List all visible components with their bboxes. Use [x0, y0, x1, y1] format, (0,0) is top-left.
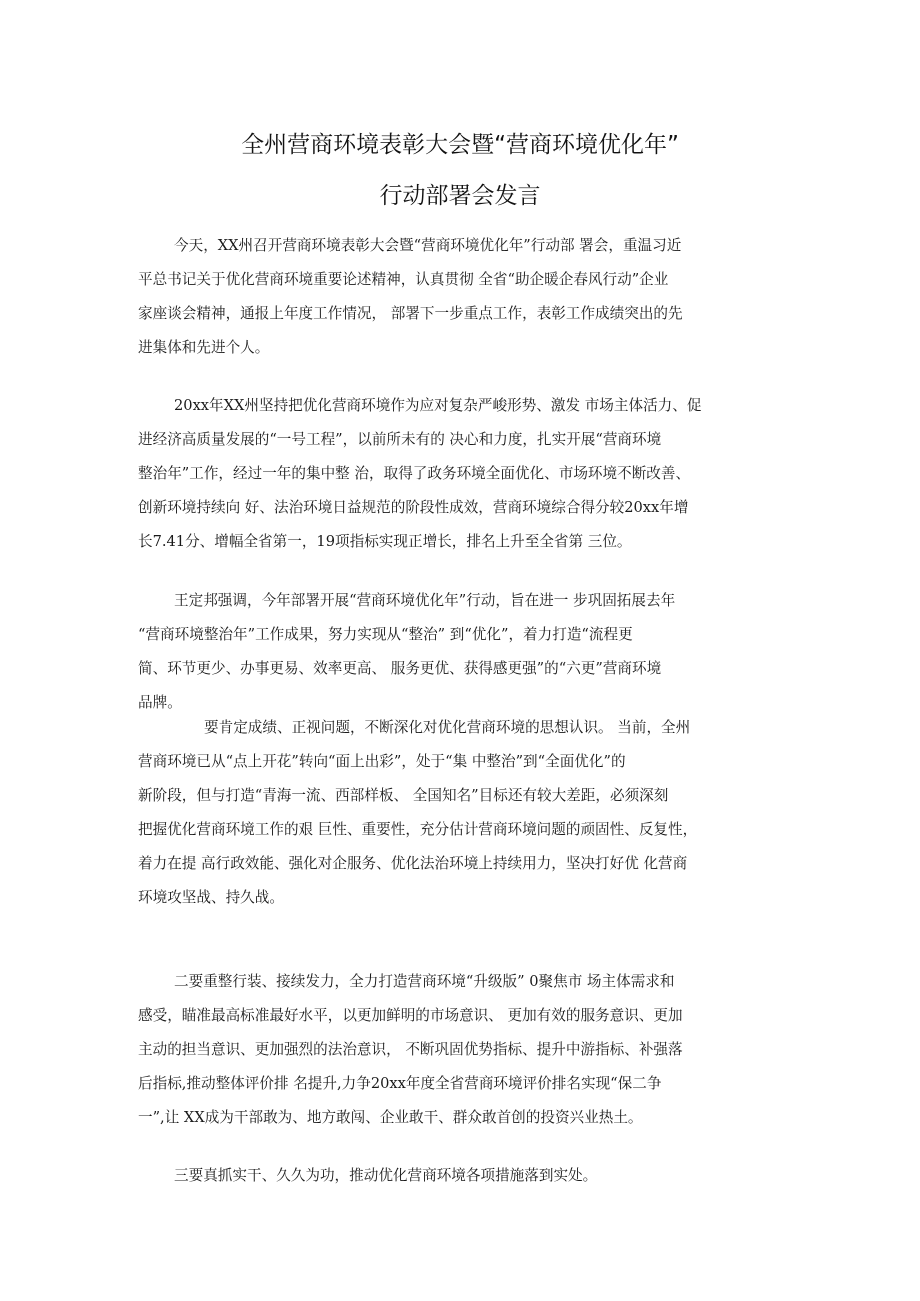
paragraph-line: 家座谈会精神，通报上年度工作情况， 部署下一步重点工作，表彰工作成绩突出的先 — [138, 305, 683, 322]
paragraph-line: 主动的担当意识、更加强烈的法治意识， 不断巩固优势指标、提升中游指标、补强落 — [138, 1041, 683, 1058]
paragraph-opening — [138, 229, 788, 365]
paragraph-line: 长7.41分、增幅全省第一，19项指标实现正增长，排名上升至全省第 三位。 — [138, 533, 632, 550]
paragraph-line: 新阶段，但与打造“青海一流、西部样板、 全国知名”目标还有较大差距，必须深刻 — [138, 787, 669, 804]
paragraph-line: 品牌。 — [138, 694, 182, 711]
paragraph-line: 进集体和先进个人。 — [138, 339, 270, 356]
paragraph-line: 整治年”工作，经过一年的集中整 治，取得了政务环境全面优化、市场环境不断改善、 — [138, 465, 691, 482]
paragraph-line: 平总书记关于优化营商环境重要论述精神，认真贯彻 全省“助企暖企春风行动”企业 — [138, 271, 669, 288]
title-line-2: 行动部署会发言 — [379, 183, 541, 209]
paragraph-line: 二要重整行装、接续发力，全力打造营商环境“升级版” 0聚焦市 场主体需求和 — [174, 973, 675, 990]
paragraph-line: 营商环境已从“点上开花”转向“面上出彩”，处于“集 中整治”到“全面优化”的 — [138, 753, 626, 770]
paragraph-line: 进经济高质量发展的“一号工程”，以前所未有的 决心和力度，扎实开展“营商环境 — [138, 431, 662, 448]
title-line-1: 全州营商环境表彰大会暨“营商环境优化年” — [241, 132, 679, 158]
paragraph-line: 今天，XX州召开营商环境表彰大会暨“营商环境优化年”行动部 署会，重温习近 — [174, 237, 682, 254]
paragraph-line: 着力在提 高行政效能、强化对企服务、优化法治环境上持续用力，坚决打好优 化营商 — [138, 855, 688, 872]
paragraph-line: 环境攻坚战、持久战。 — [138, 889, 284, 906]
paragraph-line: 20xx年XX州坚持把优化营商环境作为应对复杂严峻形势、激发 市场主体活力、促 — [174, 397, 702, 414]
paragraph-line: 一”,让 XX成为干部敢为、地方敢闯、企业敢干、群众敢首创的投资兴业热土。 — [138, 1109, 643, 1126]
paragraph-line: 王定邦强调，今年部署开展“营商环境优化年”行动，旨在进一 步巩固拓展去年 — [174, 592, 676, 609]
paragraph-line: “营商环境整治年”工作成果，努力实现从“整治” 到“优化”，着力打造“流程更 — [138, 626, 633, 643]
paragraph-line: 创新环境持续向 好、法治环境日益规范的阶段性成效，营商环境综合得分较20xx年增 — [138, 499, 689, 516]
paragraph-point-two — [138, 965, 788, 1135]
paragraph-line: 要肯定成绩、正视问题，不断深化对优化营商环境的思想认识。 当前，全州 — [204, 719, 691, 736]
paragraph-line: 简、环节更少、办事更易、效率更高、 服务更优、获得感更强”的“六更”营商环境 — [138, 660, 662, 677]
paragraph-achievements — [138, 389, 788, 559]
paragraph-point-one — [138, 711, 788, 915]
paragraph-line: 把握优化营商环境工作的艰 巨性、重要性，充分估计营商环境问题的顽固性、反复性， — [138, 821, 698, 838]
paragraph-emphasis — [138, 584, 788, 720]
paragraph-line: 感受，瞄准最高标准最好水平，以更加鲜明的市场意识、 更加有效的服务意识、更加 — [138, 1007, 683, 1024]
paragraph-line: 后指标,推动整体评价排 名提升,力争20xx年度全省营商环境评价排名实现“保二争 — [138, 1075, 662, 1092]
paragraph-line: 三要真抓实干、久久为功，推动优化营商环境各项措施落到实处。 — [174, 1167, 598, 1184]
paragraph-point-three — [138, 1159, 788, 1193]
